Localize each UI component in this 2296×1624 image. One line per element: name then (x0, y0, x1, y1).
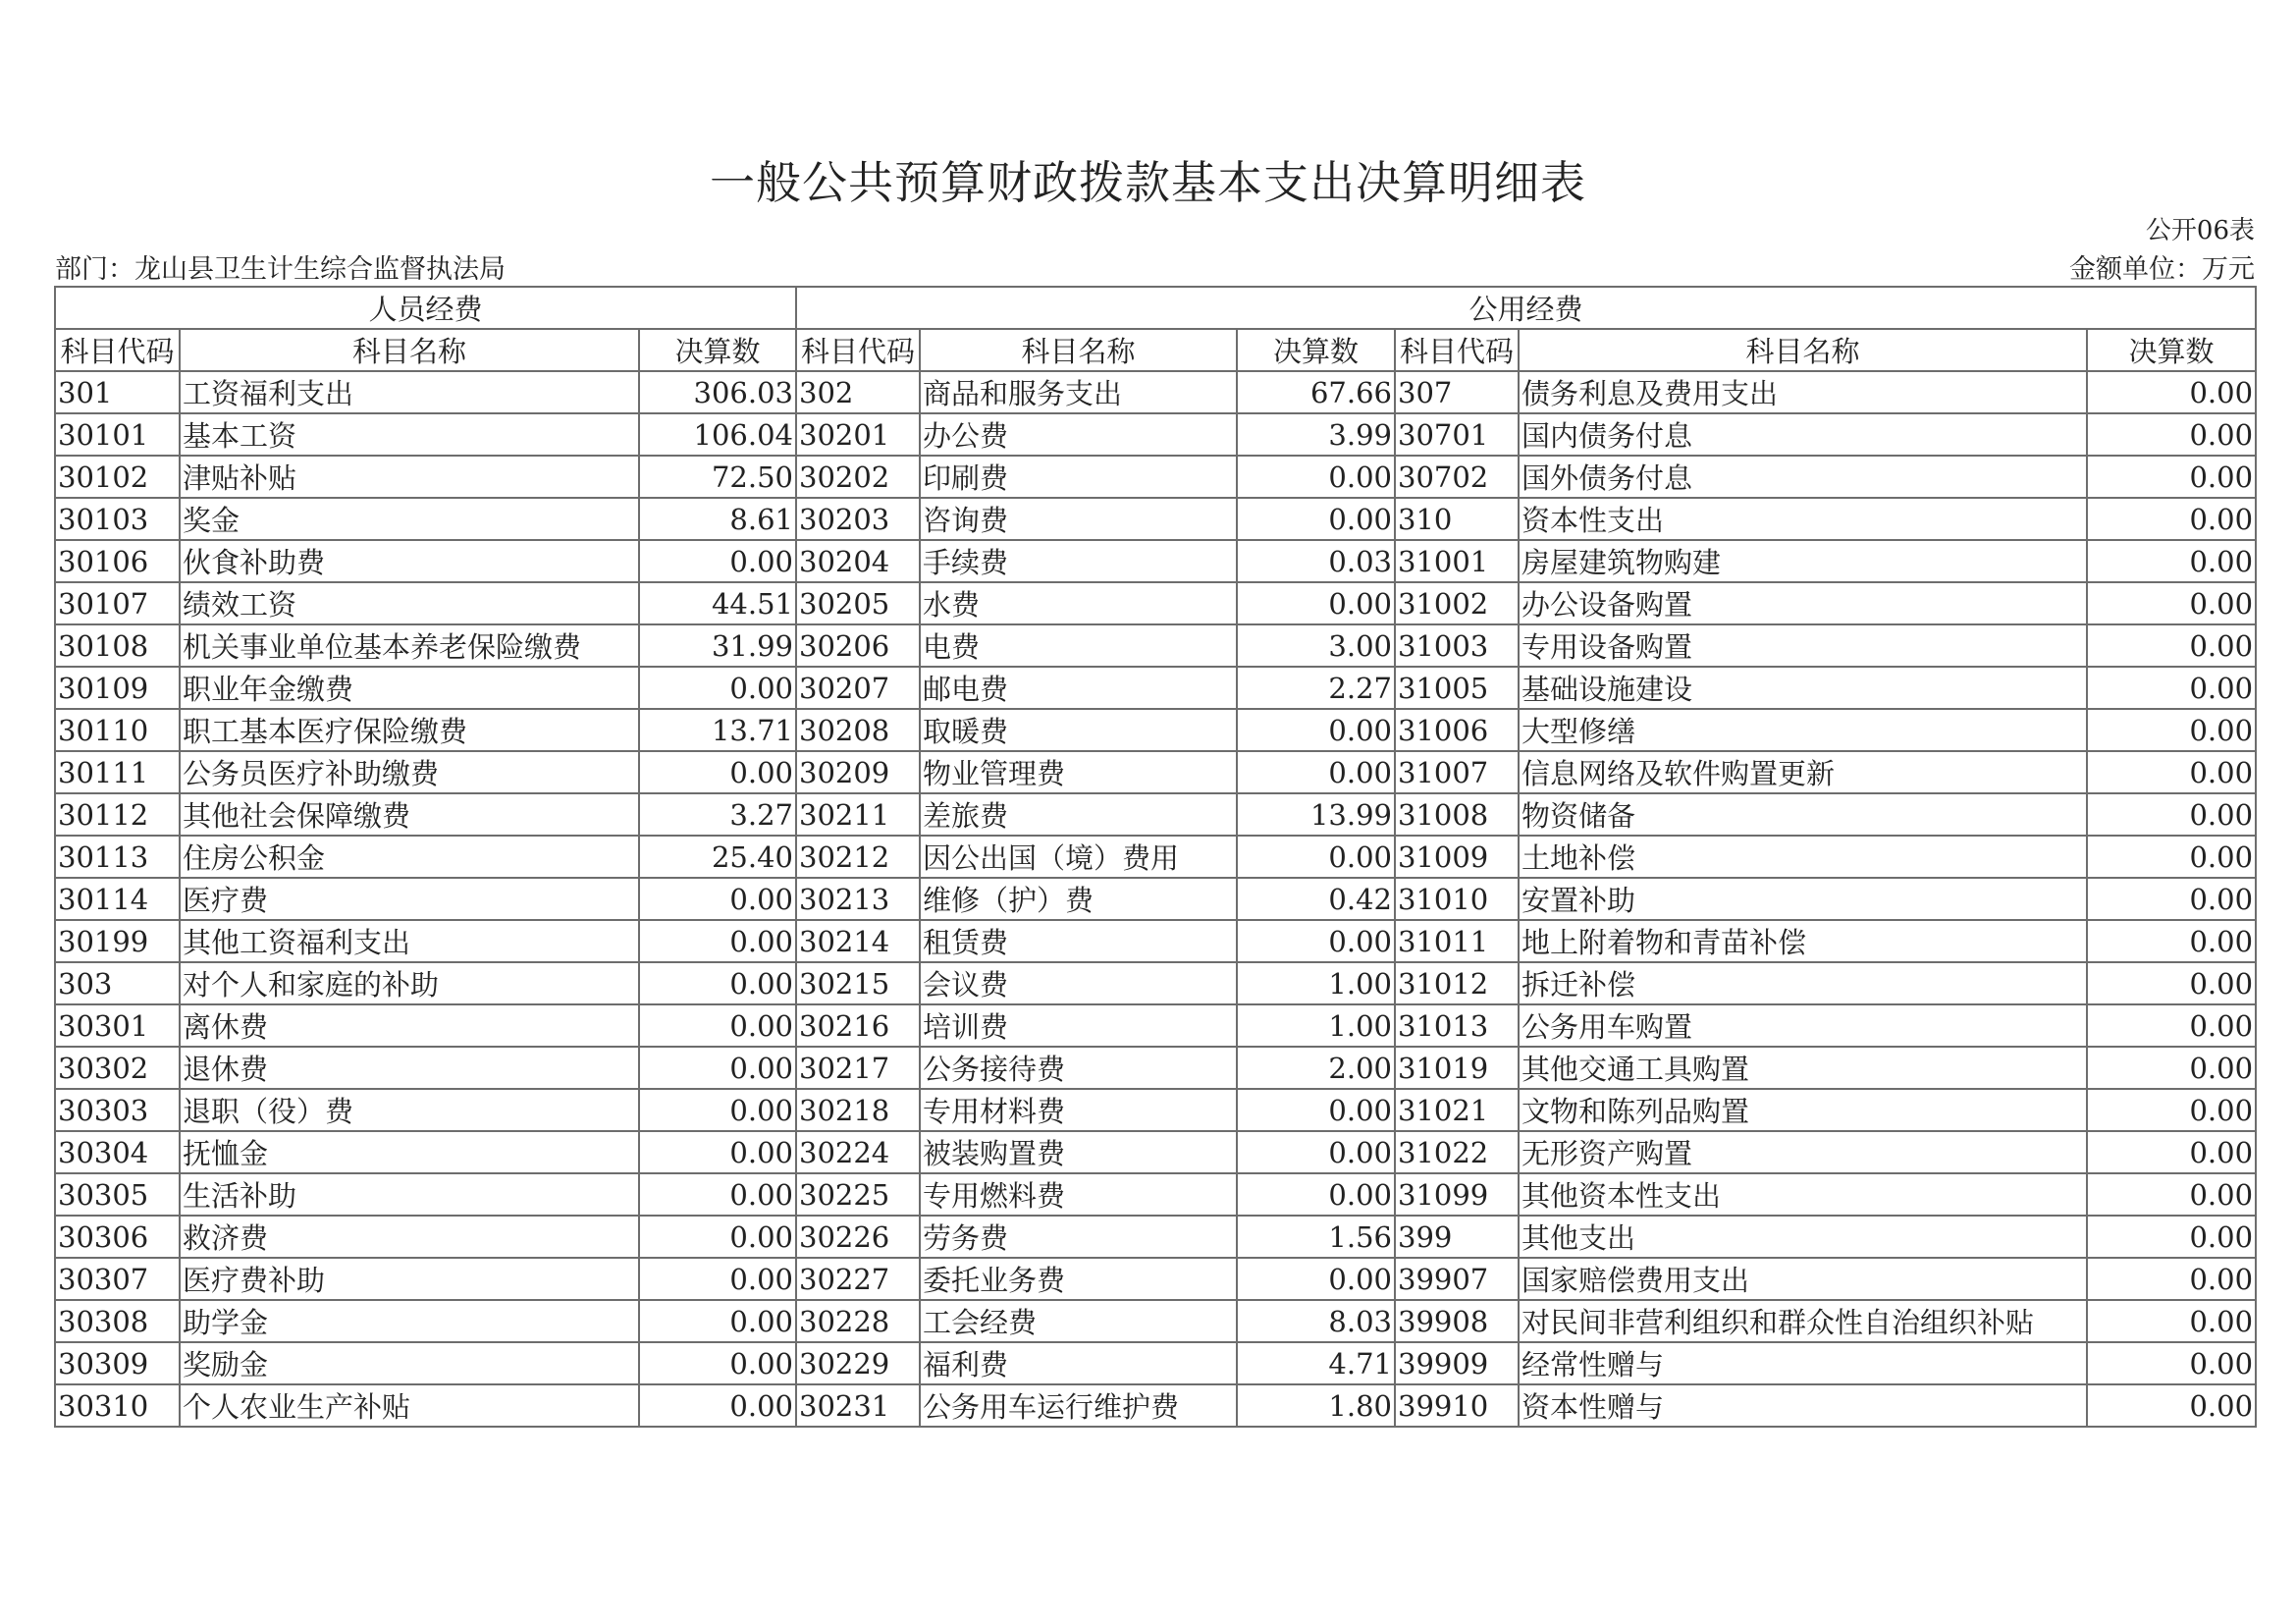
capital-code-cell: 31011 (1395, 920, 1519, 962)
goods-name-cell: 印刷费 (920, 456, 1237, 498)
goods-name-cell: 手续费 (920, 540, 1237, 582)
goods-amount-cell: 1.56 (1237, 1216, 1395, 1258)
goods-name-cell: 专用燃料费 (920, 1173, 1237, 1216)
goods-name-cell: 委托业务费 (920, 1258, 1237, 1300)
personnel-code-cell: 30108 (55, 624, 180, 667)
capital-amount-cell: 0.00 (2087, 667, 2256, 709)
table-row (55, 751, 2256, 793)
personnel-name-cell: 医疗费补助 (180, 1258, 639, 1300)
personnel-name-cell: 其他工资福利支出 (180, 920, 639, 962)
capital-name-cell: 办公设备购置 (1519, 582, 2087, 624)
capital-code-cell: 307 (1395, 371, 1519, 413)
capital-name-cell: 专用设备购置 (1519, 624, 2087, 667)
goods-name-cell: 专用材料费 (920, 1089, 1237, 1131)
table-row (55, 920, 2256, 962)
goods-amount-cell: 0.00 (1237, 709, 1395, 751)
capital-amount-cell: 0.00 (2087, 371, 2256, 413)
personnel-code-cell: 30309 (55, 1342, 180, 1384)
goods-code-cell: 30204 (796, 540, 920, 582)
table-row (55, 709, 2256, 751)
personnel-name-cell: 离休费 (180, 1004, 639, 1047)
capital-amount-cell: 0.00 (2087, 878, 2256, 920)
personnel-amount-cell: 0.00 (639, 920, 796, 962)
code-header: 科目代码 (1395, 329, 1519, 371)
table-row (55, 413, 2256, 456)
personnel-amount-cell: 44.51 (639, 582, 796, 624)
capital-name-cell: 国内债务付息 (1519, 413, 2087, 456)
goods-code-cell: 30211 (796, 793, 920, 836)
goods-code-cell: 30225 (796, 1173, 920, 1216)
goods-code-cell: 30227 (796, 1258, 920, 1300)
goods-amount-cell: 2.00 (1237, 1047, 1395, 1089)
goods-code-cell: 30229 (796, 1342, 920, 1384)
personnel-amount-cell: 0.00 (639, 1004, 796, 1047)
personnel-amount-cell: 0.00 (639, 1089, 796, 1131)
capital-name-cell: 信息网络及软件购置更新 (1519, 751, 2087, 793)
goods-name-cell: 工会经费 (920, 1300, 1237, 1342)
goods-name-cell: 租赁费 (920, 920, 1237, 962)
table-row (55, 1342, 2256, 1384)
amount-header: 决算数 (1237, 329, 1395, 371)
goods-amount-cell: 1.00 (1237, 962, 1395, 1004)
personnel-name-cell: 助学金 (180, 1300, 639, 1342)
personnel-name-cell: 公务员医疗补助缴费 (180, 751, 639, 793)
personnel-name-cell: 职工基本医疗保险缴费 (180, 709, 639, 751)
goods-amount-cell: 3.99 (1237, 413, 1395, 456)
personnel-name-cell: 职业年金缴费 (180, 667, 639, 709)
table-row (55, 582, 2256, 624)
name-header: 科目名称 (180, 329, 639, 371)
personnel-name-cell: 机关事业单位基本养老保险缴费 (180, 624, 639, 667)
capital-amount-cell: 0.00 (2087, 1004, 2256, 1047)
capital-amount-cell: 0.00 (2087, 793, 2256, 836)
capital-name-cell: 经常性赠与 (1519, 1342, 2087, 1384)
personnel-code-cell: 30304 (55, 1131, 180, 1173)
personnel-code-cell: 30308 (55, 1300, 180, 1342)
goods-amount-cell: 3.00 (1237, 624, 1395, 667)
capital-amount-cell: 0.00 (2087, 836, 2256, 878)
capital-amount-cell: 0.00 (2087, 1089, 2256, 1131)
personnel-code-cell: 30103 (55, 498, 180, 540)
goods-amount-cell: 0.00 (1237, 1131, 1395, 1173)
capital-amount-cell: 0.00 (2087, 624, 2256, 667)
goods-amount-cell: 8.03 (1237, 1300, 1395, 1342)
personnel-code-cell: 30306 (55, 1216, 180, 1258)
table-row (55, 456, 2256, 498)
capital-amount-cell: 0.00 (2087, 540, 2256, 582)
capital-name-cell: 国家赔偿费用支出 (1519, 1258, 2087, 1300)
form-number: 公开06表 (2145, 216, 2255, 245)
capital-code-cell: 310 (1395, 498, 1519, 540)
capital-name-cell: 公务用车购置 (1519, 1004, 2087, 1047)
department-label: 部门：龙山县卫生计生综合监督执法局 (55, 254, 506, 285)
capital-code-cell: 31022 (1395, 1131, 1519, 1173)
personnel-amount-cell: 106.04 (639, 413, 796, 456)
table-row (55, 1258, 2256, 1300)
capital-code-cell: 30701 (1395, 413, 1519, 456)
capital-name-cell: 无形资产购置 (1519, 1131, 2087, 1173)
amount-header: 决算数 (639, 329, 796, 371)
table-row (55, 498, 2256, 540)
goods-code-cell: 30203 (796, 498, 920, 540)
goods-code-cell: 30228 (796, 1300, 920, 1342)
capital-name-cell: 土地补偿 (1519, 836, 2087, 878)
personnel-amount-cell: 72.50 (639, 456, 796, 498)
goods-name-cell: 因公出国（境）费用 (920, 836, 1237, 878)
personnel-amount-cell: 0.00 (639, 1384, 796, 1427)
goods-amount-cell: 13.99 (1237, 793, 1395, 836)
capital-name-cell: 基础设施建设 (1519, 667, 2087, 709)
personnel-code-cell: 30109 (55, 667, 180, 709)
goods-code-cell: 30216 (796, 1004, 920, 1047)
page-title: 一般公共预算财政拨款基本支出决算明细表 (710, 156, 1586, 209)
personnel-amount-cell: 25.40 (639, 836, 796, 878)
goods-code-cell: 30213 (796, 878, 920, 920)
goods-amount-cell: 0.00 (1237, 920, 1395, 962)
capital-amount-cell: 0.00 (2087, 920, 2256, 962)
goods-amount-cell: 4.71 (1237, 1342, 1395, 1384)
personnel-amount-cell: 0.00 (639, 1300, 796, 1342)
personnel-amount-cell: 0.00 (639, 667, 796, 709)
capital-amount-cell: 0.00 (2087, 751, 2256, 793)
goods-code-cell: 30209 (796, 751, 920, 793)
capital-name-cell: 其他资本性支出 (1519, 1173, 2087, 1216)
capital-name-cell: 资本性赠与 (1519, 1384, 2087, 1427)
table-row (55, 1173, 2256, 1216)
goods-code-cell: 30212 (796, 836, 920, 878)
capital-amount-cell: 0.00 (2087, 1131, 2256, 1173)
goods-name-cell: 会议费 (920, 962, 1237, 1004)
table-row (55, 1131, 2256, 1173)
personnel-name-cell: 退职（役）费 (180, 1089, 639, 1131)
goods-name-cell: 维修（护）费 (920, 878, 1237, 920)
personnel-amount-cell: 0.00 (639, 1216, 796, 1258)
personnel-amount-cell: 3.27 (639, 793, 796, 836)
personnel-amount-cell: 0.00 (639, 1173, 796, 1216)
code-header: 科目代码 (55, 329, 180, 371)
capital-amount-cell: 0.00 (2087, 1173, 2256, 1216)
goods-code-cell: 30214 (796, 920, 920, 962)
goods-amount-cell: 0.00 (1237, 1173, 1395, 1216)
capital-code-cell: 31001 (1395, 540, 1519, 582)
personnel-name-cell: 工资福利支出 (180, 371, 639, 413)
capital-code-cell: 31003 (1395, 624, 1519, 667)
goods-name-cell: 公务接待费 (920, 1047, 1237, 1089)
personnel-code-cell: 30303 (55, 1089, 180, 1131)
capital-name-cell: 地上附着物和青苗补偿 (1519, 920, 2087, 962)
personnel-amount-cell: 0.00 (639, 751, 796, 793)
goods-amount-cell: 0.00 (1237, 751, 1395, 793)
goods-name-cell: 水费 (920, 582, 1237, 624)
public-group-header: 公用经费 (796, 287, 2256, 329)
goods-code-cell: 30207 (796, 667, 920, 709)
goods-name-cell: 取暖费 (920, 709, 1237, 751)
table-row (55, 793, 2256, 836)
goods-name-cell: 电费 (920, 624, 1237, 667)
capital-code-cell: 31010 (1395, 878, 1519, 920)
table-row (55, 667, 2256, 709)
capital-name-cell: 对民间非营利组织和群众性自治组织补贴 (1519, 1300, 2087, 1342)
amount-unit-label: 金额单位：万元 (2069, 254, 2255, 285)
personnel-amount-cell: 13.71 (639, 709, 796, 751)
personnel-name-cell: 对个人和家庭的补助 (180, 962, 639, 1004)
capital-name-cell: 资本性支出 (1519, 498, 2087, 540)
capital-amount-cell: 0.00 (2087, 1047, 2256, 1089)
personnel-code-cell: 30305 (55, 1173, 180, 1216)
capital-code-cell: 31008 (1395, 793, 1519, 836)
capital-name-cell: 房屋建筑物购建 (1519, 540, 2087, 582)
capital-name-cell: 国外债务付息 (1519, 456, 2087, 498)
capital-code-cell: 31012 (1395, 962, 1519, 1004)
table-row (55, 1216, 2256, 1258)
goods-amount-cell: 0.00 (1237, 836, 1395, 878)
goods-code-cell: 30208 (796, 709, 920, 751)
goods-code-cell: 30218 (796, 1089, 920, 1131)
personnel-code-cell: 30112 (55, 793, 180, 836)
personnel-code-cell: 30310 (55, 1384, 180, 1427)
goods-amount-cell: 0.00 (1237, 498, 1395, 540)
capital-amount-cell: 0.00 (2087, 413, 2256, 456)
goods-amount-cell: 0.00 (1237, 1258, 1395, 1300)
goods-code-cell: 30205 (796, 582, 920, 624)
table-row (55, 371, 2256, 413)
capital-code-cell: 39910 (1395, 1384, 1519, 1427)
goods-name-cell: 邮电费 (920, 667, 1237, 709)
personnel-name-cell: 津贴补贴 (180, 456, 639, 498)
goods-amount-cell: 1.00 (1237, 1004, 1395, 1047)
goods-code-cell: 30206 (796, 624, 920, 667)
table-row (55, 836, 2256, 878)
personnel-code-cell: 30113 (55, 836, 180, 878)
personnel-amount-cell: 0.00 (639, 1047, 796, 1089)
goods-name-cell: 差旅费 (920, 793, 1237, 836)
personnel-name-cell: 伙食补助费 (180, 540, 639, 582)
capital-amount-cell: 0.00 (2087, 1258, 2256, 1300)
goods-name-cell: 福利费 (920, 1342, 1237, 1384)
capital-name-cell: 债务利息及费用支出 (1519, 371, 2087, 413)
capital-code-cell: 39908 (1395, 1300, 1519, 1342)
capital-code-cell: 39909 (1395, 1342, 1519, 1384)
goods-code-cell: 30215 (796, 962, 920, 1004)
goods-code-cell: 30226 (796, 1216, 920, 1258)
goods-amount-cell: 0.03 (1237, 540, 1395, 582)
capital-code-cell: 31005 (1395, 667, 1519, 709)
personnel-name-cell: 其他社会保障缴费 (180, 793, 639, 836)
personnel-name-cell: 抚恤金 (180, 1131, 639, 1173)
table-row (55, 962, 2256, 1004)
group-header-row (55, 287, 2256, 329)
capital-amount-cell: 0.00 (2087, 1384, 2256, 1427)
capital-code-cell: 31002 (1395, 582, 1519, 624)
personnel-name-cell: 救济费 (180, 1216, 639, 1258)
personnel-code-cell: 30101 (55, 413, 180, 456)
goods-name-cell: 劳务费 (920, 1216, 1237, 1258)
table-row (55, 1384, 2256, 1427)
capital-code-cell: 399 (1395, 1216, 1519, 1258)
personnel-name-cell: 基本工资 (180, 413, 639, 456)
capital-name-cell: 其他支出 (1519, 1216, 2087, 1258)
personnel-code-cell: 30114 (55, 878, 180, 920)
capital-name-cell: 其他交通工具购置 (1519, 1047, 2087, 1089)
personnel-amount-cell: 0.00 (639, 1342, 796, 1384)
capital-code-cell: 30702 (1395, 456, 1519, 498)
capital-amount-cell: 0.00 (2087, 456, 2256, 498)
personnel-name-cell: 奖金 (180, 498, 639, 540)
expenditure-table (54, 286, 2257, 1428)
name-header: 科目名称 (920, 329, 1237, 371)
goods-code-cell: 302 (796, 371, 920, 413)
goods-name-cell: 物业管理费 (920, 751, 1237, 793)
capital-code-cell: 31019 (1395, 1047, 1519, 1089)
personnel-code-cell: 30301 (55, 1004, 180, 1047)
column-header-row (55, 329, 2256, 371)
capital-code-cell: 31013 (1395, 1004, 1519, 1047)
personnel-code-cell: 30102 (55, 456, 180, 498)
goods-amount-cell: 2.27 (1237, 667, 1395, 709)
personnel-amount-cell: 0.00 (639, 878, 796, 920)
personnel-amount-cell: 0.00 (639, 1258, 796, 1300)
personnel-code-cell: 30302 (55, 1047, 180, 1089)
personnel-name-cell: 住房公积金 (180, 836, 639, 878)
capital-name-cell: 拆迁补偿 (1519, 962, 2087, 1004)
personnel-code-cell: 30199 (55, 920, 180, 962)
personnel-code-cell: 30110 (55, 709, 180, 751)
goods-name-cell: 被装购置费 (920, 1131, 1237, 1173)
goods-name-cell: 商品和服务支出 (920, 371, 1237, 413)
capital-code-cell: 31099 (1395, 1173, 1519, 1216)
goods-code-cell: 30224 (796, 1131, 920, 1173)
personnel-amount-cell: 0.00 (639, 962, 796, 1004)
capital-amount-cell: 0.00 (2087, 1216, 2256, 1258)
personnel-name-cell: 生活补助 (180, 1173, 639, 1216)
capital-code-cell: 31006 (1395, 709, 1519, 751)
capital-code-cell: 39907 (1395, 1258, 1519, 1300)
table-row (55, 1004, 2256, 1047)
personnel-name-cell: 医疗费 (180, 878, 639, 920)
capital-amount-cell: 0.00 (2087, 709, 2256, 751)
table-row (55, 1047, 2256, 1089)
table-row (55, 1089, 2256, 1131)
goods-amount-cell: 0.00 (1237, 1089, 1395, 1131)
personnel-name-cell: 绩效工资 (180, 582, 639, 624)
personnel-code-cell: 30307 (55, 1258, 180, 1300)
personnel-amount-cell: 8.61 (639, 498, 796, 540)
goods-code-cell: 30202 (796, 456, 920, 498)
personnel-amount-cell: 306.03 (639, 371, 796, 413)
code-header: 科目代码 (796, 329, 920, 371)
capital-code-cell: 31009 (1395, 836, 1519, 878)
goods-amount-cell: 67.66 (1237, 371, 1395, 413)
goods-code-cell: 30231 (796, 1384, 920, 1427)
capital-code-cell: 31007 (1395, 751, 1519, 793)
personnel-name-cell: 退休费 (180, 1047, 639, 1089)
personnel-code-cell: 30111 (55, 751, 180, 793)
capital-amount-cell: 0.00 (2087, 1342, 2256, 1384)
personnel-code-cell: 30106 (55, 540, 180, 582)
capital-amount-cell: 0.00 (2087, 498, 2256, 540)
goods-amount-cell: 0.42 (1237, 878, 1395, 920)
goods-name-cell: 培训费 (920, 1004, 1237, 1047)
capital-amount-cell: 0.00 (2087, 1300, 2256, 1342)
table-row (55, 624, 2256, 667)
personnel-code-cell: 303 (55, 962, 180, 1004)
capital-amount-cell: 0.00 (2087, 962, 2256, 1004)
goods-amount-cell: 0.00 (1237, 456, 1395, 498)
goods-code-cell: 30217 (796, 1047, 920, 1089)
amount-header: 决算数 (2087, 329, 2256, 371)
table-row (55, 1300, 2256, 1342)
capital-amount-cell: 0.00 (2087, 582, 2256, 624)
capital-name-cell: 文物和陈列品购置 (1519, 1089, 2087, 1131)
goods-name-cell: 办公费 (920, 413, 1237, 456)
goods-amount-cell: 1.80 (1237, 1384, 1395, 1427)
goods-name-cell: 咨询费 (920, 498, 1237, 540)
personnel-group-header: 人员经费 (55, 287, 796, 329)
personnel-code-cell: 301 (55, 371, 180, 413)
personnel-amount-cell: 31.99 (639, 624, 796, 667)
personnel-amount-cell: 0.00 (639, 1131, 796, 1173)
table-row (55, 878, 2256, 920)
capital-name-cell: 安置补助 (1519, 878, 2087, 920)
capital-code-cell: 31021 (1395, 1089, 1519, 1131)
goods-code-cell: 30201 (796, 413, 920, 456)
personnel-code-cell: 30107 (55, 582, 180, 624)
goods-name-cell: 公务用车运行维护费 (920, 1384, 1237, 1427)
capital-name-cell: 大型修缮 (1519, 709, 2087, 751)
personnel-name-cell: 个人农业生产补贴 (180, 1384, 639, 1427)
table-row (55, 540, 2256, 582)
name-header: 科目名称 (1519, 329, 2087, 371)
personnel-amount-cell: 0.00 (639, 540, 796, 582)
capital-name-cell: 物资储备 (1519, 793, 2087, 836)
goods-amount-cell: 0.00 (1237, 582, 1395, 624)
personnel-name-cell: 奖励金 (180, 1342, 639, 1384)
